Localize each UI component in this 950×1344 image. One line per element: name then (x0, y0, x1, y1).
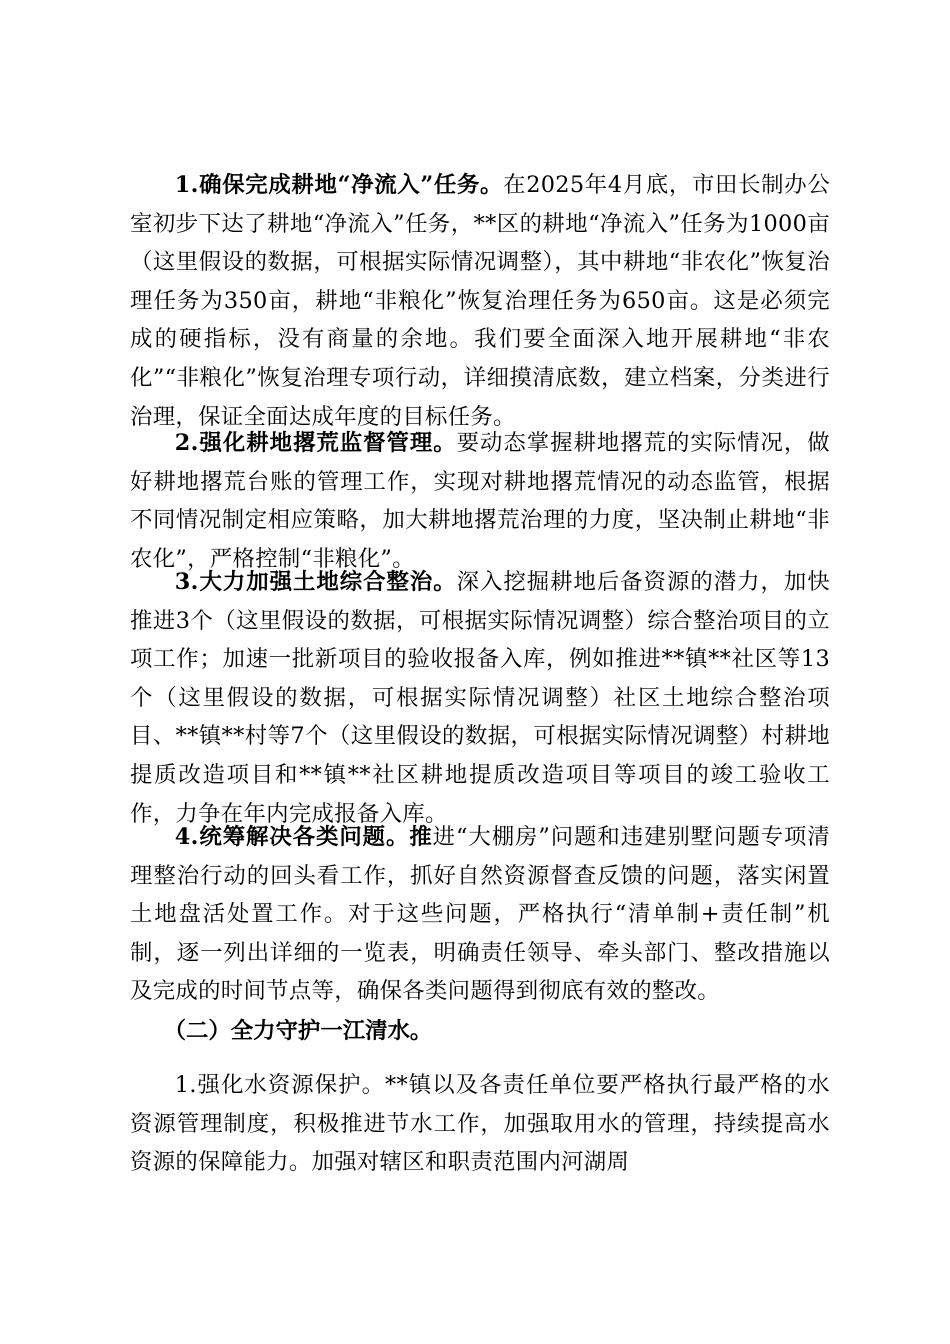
paragraph-2-body: 要动态掌握耕地撂荒的实际情况，做好耕地撂荒台账的管理工作，实现对耕地撂荒情况的动态监管，根据不同情况制定相应策略，加大耕地撂荒治理的力度，坚决制止耕地“非农化”，严格控制“非粮化”。 (130, 430, 830, 572)
paragraph-3 (130, 563, 830, 833)
paragraph-2-lead: 2.强化耕地撂荒监督管理。 (174, 430, 457, 456)
paragraph-5: 1.强化水资源保护。**镇以及各责任单位要严格执行最严格的水资源管理制度，积极推进节水工作，加强取用水的管理，持续提高水资源的保障能力。加强对辖区和职责范围内河湖周 (130, 1072, 830, 1176)
paragraph-4-lead: 4.统筹解决各类问题。推 (174, 824, 433, 850)
paragraph-3-body: 深入挖掘耕地后备资源的潜力，加快推进3个（这里假设的数据，可根据实际情况调整）综合整治项目的立项工作；加速一批新项目的验收报备入库，例如推进**镇**社区等13个（这里假设的数据，可根据实际情况调整）社区土地综合整治项目、**镇**村等7个（这里假设的数据，可根据实际情况调整）村耕地提质改造项目和**镇**社区耕地提质改造项目等项目的竣工验收工作，力争在年内完成报备入库。 (130, 569, 830, 827)
paragraph-4-body: 进“大棚房”问题和违建别墅问题专项清理整治行动的回头看工作，抓好自然资源督查反馈的问题，落实闲置土地盘活处置工作。对于这些问题，严格执行“清单制+责任制”机制，逐一列出详细的一览表，明确责任领导、牵头部门、整改措施以及完成的时间节点等，确保各类问题得到彻底有效的整改。 (130, 824, 831, 1005)
paragraph-2 (130, 424, 830, 578)
paragraph-4 (130, 818, 830, 1011)
paragraph-3-lead: 3.大力加强土地综合整治。 (174, 569, 457, 595)
paragraph-1 (130, 166, 830, 436)
paragraph-1-lead: 1.确保完成耕地“净流入”任务。 (174, 172, 504, 198)
section-heading: （二）全力守护一江清水。 (163, 1018, 433, 1044)
paragraph-1-body: 在2025年4月底，市田长制办公室初步下达了耕地“净流入”任务，**区的耕地“净流入”任务为1000亩（这里假设的数据，可根据实际情况调整），其中耕地“非农化”恢复治理任务为350亩，耕地“非粮化”恢复治理任务为650亩。这是必须完成的硬指标，没有商量的余地。我们要全面深入地开展耕地“非农化”“非粮化”恢复治理专项行动，详细摸清底数，建立档案，分类进行治理，保证全面达成年度的目标任务。 (130, 172, 831, 430)
